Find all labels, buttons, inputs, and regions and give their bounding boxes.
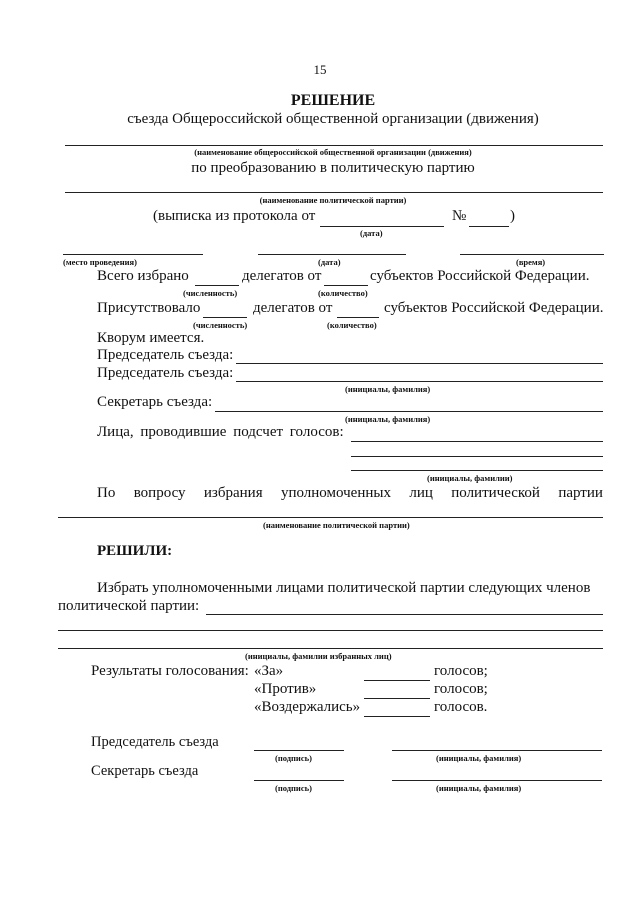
elected-label: Всего избрано (97, 268, 189, 284)
extract-number-sign: № (452, 208, 467, 224)
party-name-caption: (наименование политической партии) (259, 195, 407, 205)
date-caption: (дата) (318, 257, 341, 267)
issue-party-caption: (наименование политической партии) (263, 520, 410, 530)
issue-word: По (97, 485, 116, 501)
place-caption: (место проведения) (63, 257, 137, 267)
counters-label: Лица, проводившие подсчет голосов: (97, 424, 344, 440)
page-number: 15 (313, 62, 327, 77)
present-number-line (203, 317, 247, 318)
chair-label-2: Председатель съезда: (97, 365, 234, 381)
place-line (63, 254, 203, 255)
quorum-text: Кворум имеется. (97, 330, 205, 346)
sign-chair-signature-caption: (подпись) (275, 753, 312, 763)
sign-secretary-label: Секретарь съезда (91, 763, 199, 779)
issue-word: избрания (203, 485, 263, 501)
extract-date-caption: (дата) (360, 228, 383, 238)
elected-delegates-from: делегатов от (242, 268, 322, 284)
vote-for-line (364, 680, 430, 681)
sign-secretary-name-caption: (инициалы, фамилия) (436, 783, 522, 793)
secretary-label: Секретарь съезда: (97, 394, 213, 410)
elected-persons-caption: (инициалы, фамилии избранных лиц) (245, 651, 392, 661)
sign-secretary-signature-line (254, 780, 344, 781)
sign-chair-signature-line (254, 750, 344, 751)
org-name-line (65, 145, 603, 146)
vote-abstained-votes: голосов. (434, 699, 488, 715)
time-caption: (время) (516, 257, 546, 267)
counters-caption: (инициалы, фамилии) (427, 473, 513, 483)
extract-suffix: ) (510, 208, 515, 224)
decided-heading: РЕШИЛИ: (97, 543, 173, 559)
decision-members-line-2 (58, 630, 603, 631)
vote-for-label: «За» (254, 663, 284, 679)
vote-label: Результаты голосования: (91, 663, 249, 679)
chair-label-1: Председатель съезда: (97, 347, 234, 363)
document-title: РЕШЕНИЕ (290, 92, 376, 109)
present-count-caption: (количество) (327, 320, 377, 330)
present-count-line (337, 317, 379, 318)
issue-line (97, 485, 603, 502)
issue-word: партии (558, 485, 603, 501)
time-line (460, 254, 604, 255)
sign-chair-name-caption: (инициалы, фамилия) (436, 753, 522, 763)
issue-word: лиц (409, 485, 433, 501)
issue-party-line (58, 517, 603, 518)
vote-against-label: «Против» (254, 681, 317, 697)
extract-prefix: (выписка из протокола от (153, 208, 316, 224)
present-delegates-from: делегатов от (253, 300, 333, 316)
secretary-line (215, 411, 603, 412)
sign-secretary-name-line (392, 780, 602, 781)
decision-members-line-3 (58, 648, 603, 649)
sign-chair-name-line (392, 750, 602, 751)
counters-line-1 (351, 441, 603, 442)
decision-line-2: политической партии: (58, 598, 200, 614)
elected-count-caption: (количество) (318, 288, 368, 298)
decision-line-1: Избрать уполномоченными лицами политической партии следующих членов (97, 580, 591, 596)
counters-line-3 (351, 470, 603, 471)
present-subjects: субъектов Российской Федерации. (384, 300, 604, 316)
sign-secretary-signature-caption: (подпись) (275, 783, 312, 793)
vote-for-votes: голосов; (434, 663, 488, 679)
elected-number-line (195, 285, 239, 286)
extract-date-line (320, 226, 444, 227)
elected-number-caption: (численность) (183, 288, 238, 298)
decision-members-line-1 (206, 614, 603, 615)
chair-line-2 (236, 381, 603, 382)
vote-abstained-label: «Воздержались» (254, 699, 361, 715)
present-label: Присутствовало (97, 300, 201, 316)
party-name-line (65, 192, 603, 193)
counters-line-2 (351, 456, 603, 457)
chair-line-1 (236, 363, 603, 364)
present-number-caption: (численность) (193, 320, 248, 330)
document-subtitle: съезда Общероссийской общественной организации (движения) (127, 111, 539, 127)
elected-subjects: субъектов Российской Федерации. (370, 268, 590, 284)
issue-word: политической (451, 485, 540, 501)
issue-word: вопросу (133, 485, 186, 501)
elected-count-line (324, 285, 368, 286)
extract-number-line (469, 226, 509, 227)
vote-against-line (364, 698, 430, 699)
date-line (258, 254, 406, 255)
chair-caption: (инициалы, фамилия) (345, 384, 431, 394)
vote-abstained-line (364, 716, 430, 717)
sign-chair-label: Председатель съезда (91, 734, 219, 750)
issue-word: уполномоченных (280, 485, 391, 501)
secretary-caption: (инициалы, фамилия) (345, 414, 431, 424)
org-name-caption: (наименование общероссийской общественной организации (движения) (194, 147, 472, 157)
vote-against-votes: голосов; (434, 681, 488, 697)
purpose-line: по преобразованию в политическую партию (191, 160, 475, 176)
